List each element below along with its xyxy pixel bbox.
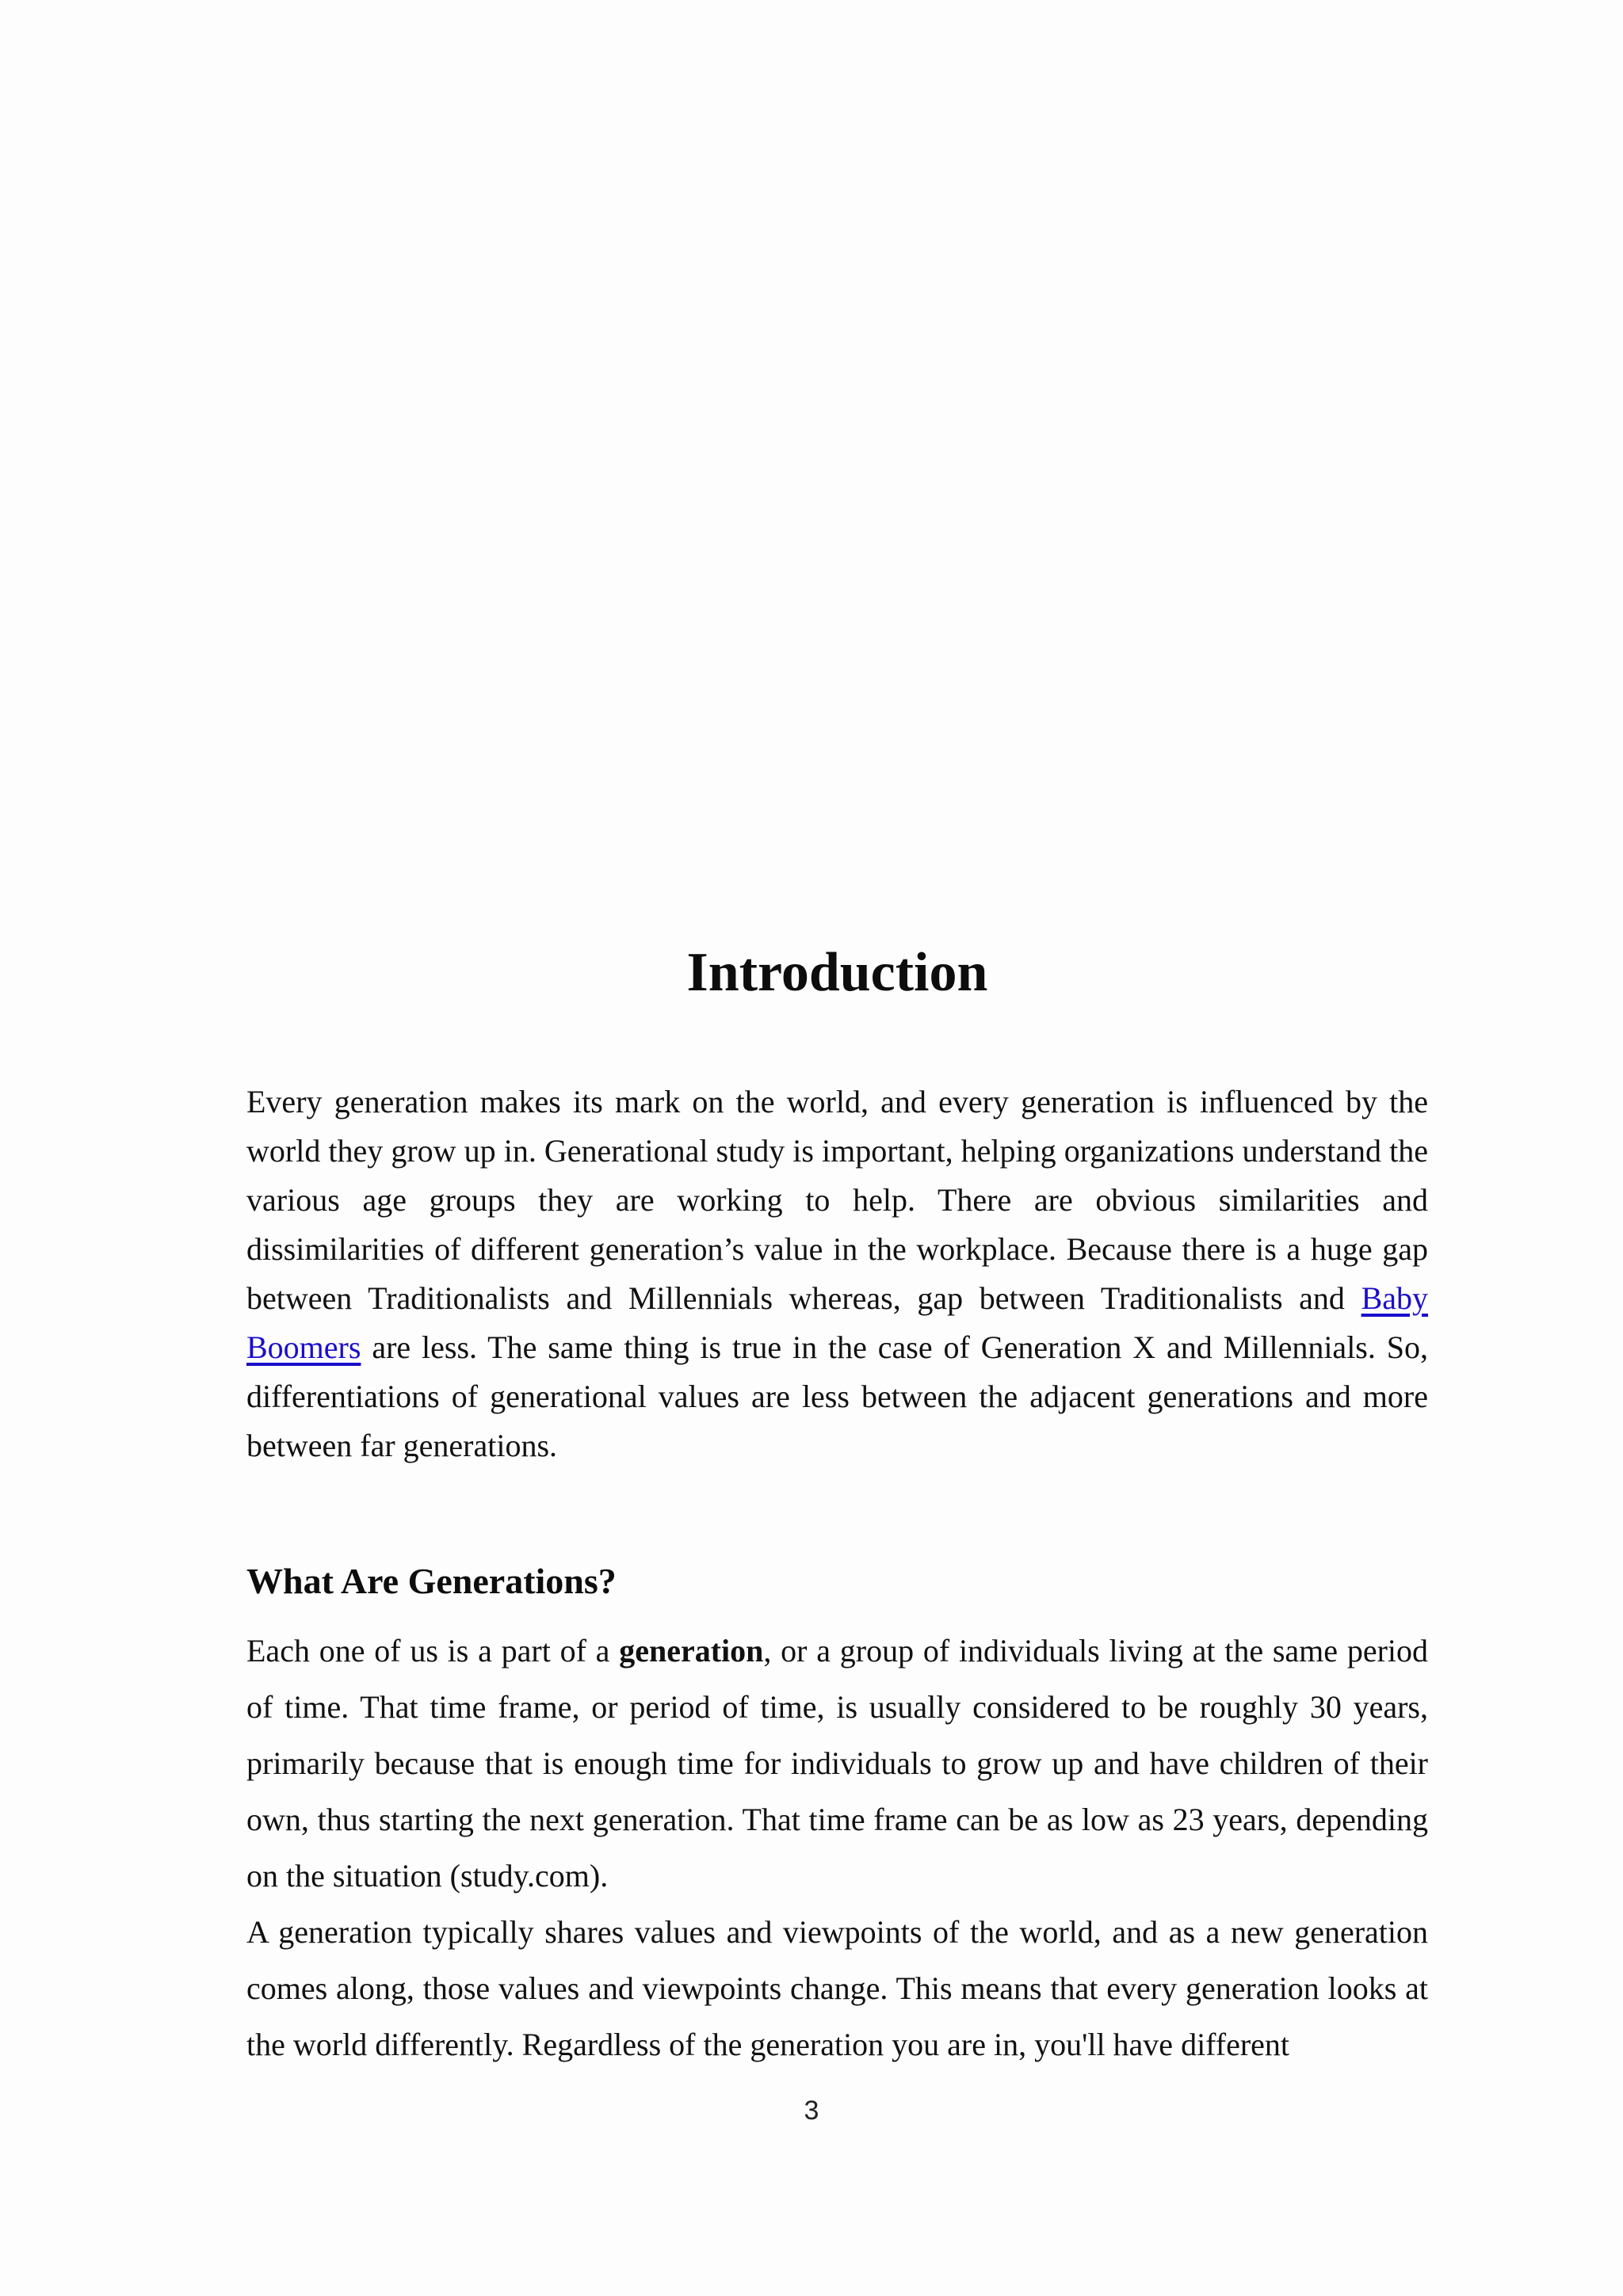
- generation-term: generation: [619, 1633, 764, 1669]
- section-heading: What Are Generations?: [246, 1561, 617, 1601]
- section-body: [246, 1623, 1428, 2073]
- generation-values-paragraph: A generation typically shares values and viewpoints of the world, and as a new generation comes along, those values and viewpoints change. This means that every generation looks at the world differently. Regardless of the generation you are in, you'll have different: [246, 1914, 1428, 2062]
- generation-definition-paragraph: [246, 1623, 1428, 1904]
- intro-text-end: are less. The same thing is true in the case of Generation X and Millennials. So, differentiations of generational values are less between the adjacent generations and more between far generations.: [246, 1329, 1428, 1463]
- baby-boomers-link[interactable]: Baby Boomers: [246, 1280, 1428, 1365]
- page-title: Introduction: [686, 942, 988, 1003]
- intro-paragraph: [246, 1077, 1428, 1470]
- intro-text-start: Every generation makes its mark on the world, and every generation is influenced by the world they grow up in. Generational study is important, helping organizations understand the various age groups they are working to help. There are obvious similarities and dissimilarities of different generation’s value in the workplace. Because there is a huge gap between Traditionalists and Millennials whereas, gap between Traditionalists and: [246, 1084, 1428, 1316]
- definition-text-end: , or a group of individuals living at the same period of time. That time frame, or period of time, is usually considered to be roughly 30 years, primarily because that is enough time for individuals to grow up and have children of their own, thus starting the next generation. That time frame can be as low as 23 years, depending on the situation (study.com).: [246, 1633, 1429, 1894]
- definition-text-start: Each one of us is a part of a: [246, 1633, 620, 1669]
- page-number: 3: [804, 2096, 819, 2126]
